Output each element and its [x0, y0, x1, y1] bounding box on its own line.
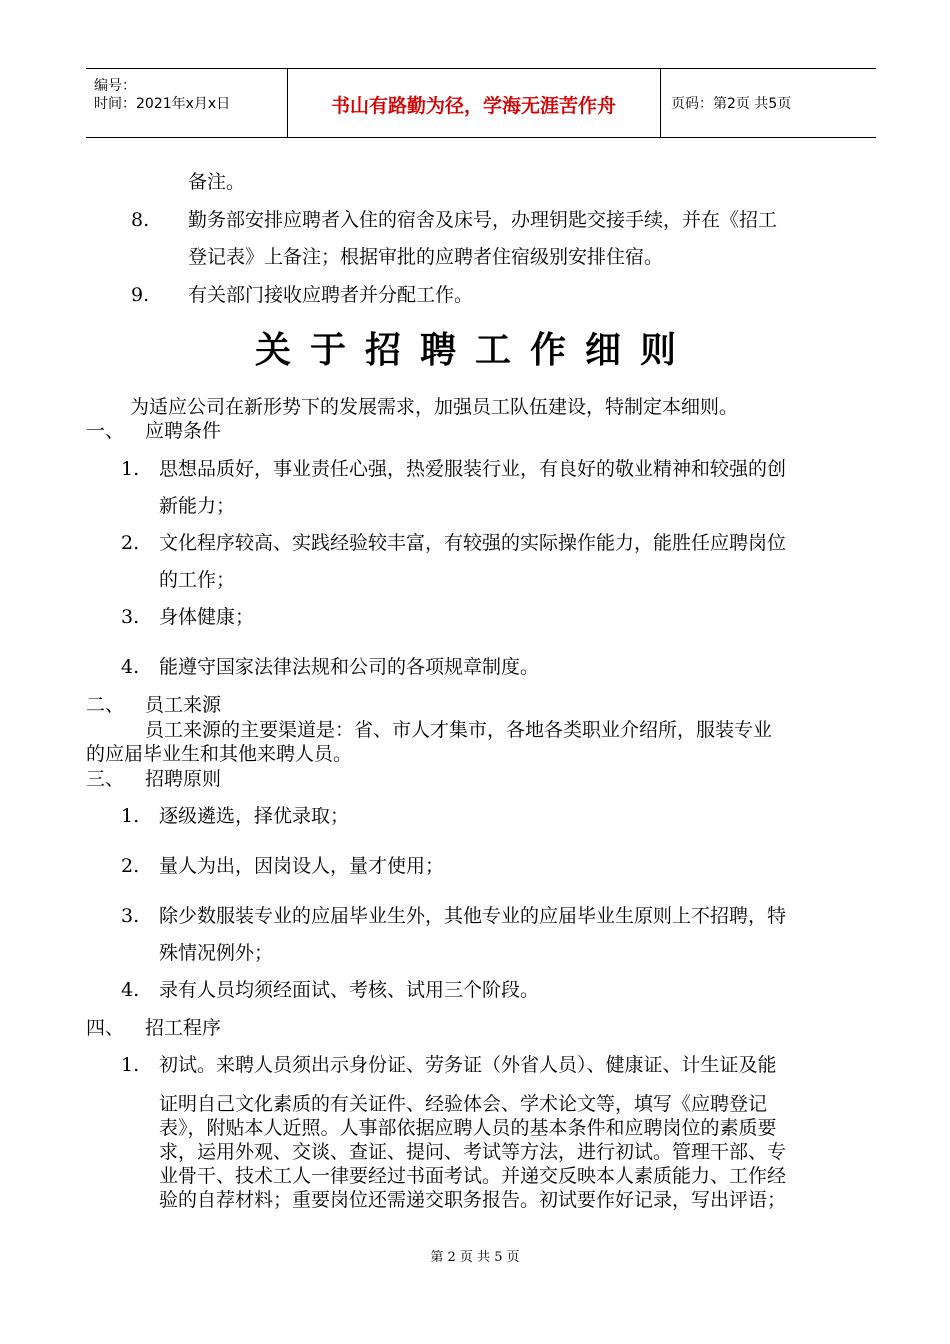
body-line: 求，运用外观、交谈、查证、提问、考试等方法，进行初试。管理干部、专	[159, 1141, 787, 1163]
body-line: 登记表》上备注；根据审批的应聘者住宿级别安排住宿。	[188, 246, 664, 268]
body-line: 文化程序较高、实践经验较丰富，有较强的实际操作能力，能胜任应聘岗位	[159, 532, 787, 554]
page-title: 关于招聘工作细则	[254, 329, 695, 371]
section-heading: 员工来源	[145, 694, 222, 716]
body-line: 除少数服装专业的应届毕业生外，其他专业的应届毕业生原则上不招聘，特	[159, 905, 787, 927]
list-number: 8.	[131, 209, 150, 231]
body-line: 勤务部安排应聘者入住的宿舍及床号，办理钥匙交接手续，并在《招工	[188, 209, 778, 231]
list-number: 9.	[131, 284, 150, 306]
list-number: 2.	[121, 855, 140, 877]
body-line: 录有人员均须经面试、考核、试用三个阶段。	[159, 979, 540, 1001]
section-label: 三、	[86, 768, 125, 790]
body-line: 殊情况例外；	[159, 942, 274, 964]
body-line: 初试。来聘人员须出示身份证、劳务证（外省人员）、健康证、计生证及能	[159, 1054, 777, 1076]
body-line: 思想品质好，事业责任心强，热爱服装行业，有良好的敬业精神和较强的创	[159, 458, 787, 480]
body-line: 逐级遴选，择优录取；	[159, 805, 350, 827]
section-heading: 应聘条件	[145, 420, 222, 442]
body-line: 的应届毕业生和其他来聘人员。	[86, 743, 353, 765]
body-line: 有关部门接收应聘者并分配工作。	[188, 284, 474, 306]
doc-number-label: 编号：	[94, 78, 136, 94]
doc-time-label: 时间：2021年x月x日	[94, 96, 231, 112]
list-number: 1.	[121, 805, 140, 827]
list-number: 4.	[121, 656, 140, 678]
section-label: 一、	[86, 420, 125, 442]
body-line: 表》，附贴本人近照。人事部依据应聘人员的基本条件和应聘岗位的素质要	[159, 1117, 777, 1139]
list-number: 3.	[121, 606, 140, 628]
section-label: 四、	[86, 1017, 125, 1039]
list-number: 4.	[121, 979, 140, 1001]
header-page-cell	[661, 69, 876, 137]
list-number: 1.	[121, 1054, 140, 1076]
header-meta-cell	[86, 69, 288, 137]
list-number: 1.	[121, 458, 140, 480]
body-line: 业骨干、技术工人一律要经过书面考试。并递交反映本人素质能力、工作经	[159, 1165, 787, 1187]
intro-paragraph: 为适应公司在新形势下的发展需求，加强员工队伍建设，特制定本细则。	[130, 396, 739, 418]
list-number: 3.	[121, 905, 140, 927]
section-label: 二、	[86, 694, 125, 716]
body-line: 量人为出，因岗设人，量才使用；	[159, 855, 445, 877]
page-footer: 第 2 页 共 5 页	[430, 1250, 520, 1265]
section-heading: 招工程序	[145, 1017, 222, 1039]
list-number: 2.	[121, 532, 140, 554]
body-line: 新能力；	[159, 495, 236, 517]
page-header	[86, 68, 876, 138]
body-line: 身体健康；	[159, 606, 255, 628]
body-line: 员工来源的主要渠道是：省、市人才集市，各地各类职业介绍所，服装专业	[145, 719, 773, 741]
body-line: 验的自荐材料；重要岗位还需递交职务报告。初试要作好记录，写出评语；	[159, 1189, 787, 1211]
body-line: 备注。	[188, 171, 246, 193]
body-line: 的工作；	[159, 569, 236, 591]
section-heading: 招聘原则	[145, 768, 222, 790]
body-line: 证明自己文化素质的有关证件、经验体会、学术论文等，填写《应聘登记	[159, 1093, 768, 1115]
body-line: 能遵守国家法律法规和公司的各项规章制度。	[159, 656, 540, 678]
header-motto: 书山有路勤为径，学海无涯苦作舟	[330, 95, 616, 117]
header-motto-cell	[287, 69, 661, 137]
header-page-label: 页码：第2页 共5页	[671, 96, 792, 112]
